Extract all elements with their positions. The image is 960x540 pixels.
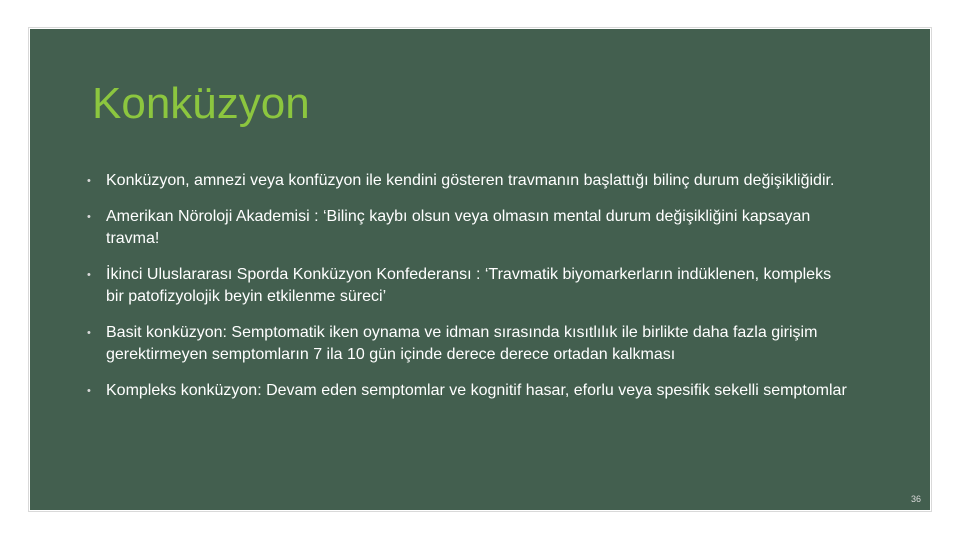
list-item [87,264,847,308]
bullet-text: Amerikan Nöroloji Akademisi : ‘Bilinç kaybı olsun veya olmasın mental durum değişikliğini kapsayan travma! [106,208,811,247]
list-item [87,170,847,192]
bullet-text: İkinci Uluslararası Sporda Konküzyon Konfederansı : ‘Travmatik biyomarkerların indüklenen, kompleks bir patofizyolojik beyin etkilenme süreci’ [106,266,832,305]
list-item [87,380,847,402]
slide-title: Konküzyon [92,79,310,128]
bullet-list [87,170,847,416]
slide-number: 36 [910,494,921,504]
bullet-icon: • [87,175,91,187]
bullet-text: Konküzyon, amnezi veya konfüzyon ile kendini gösteren travmanın başlattığı bilinç durum değişikliğidir. [106,172,835,189]
list-item [87,206,847,250]
bullet-icon: • [87,211,91,223]
bullet-text: Kompleks konküzyon: Devam eden semptomlar ve kognitif hasar, eforlu veya spesifik sekelli semptomlar [106,382,847,399]
bullet-icon: • [87,327,91,339]
slide [30,29,930,510]
list-item [87,322,847,366]
bullet-icon: • [87,269,91,281]
bullet-text: Basit konküzyon: Semptomatik iken oynama ve idman sırasında kısıtlılık ile birlikte daha fazla girişim gerektirmeyen semptomların 7 ila 10 gün içinde derece derece ortadan kalkması [106,324,818,363]
bullet-icon: • [87,385,91,397]
